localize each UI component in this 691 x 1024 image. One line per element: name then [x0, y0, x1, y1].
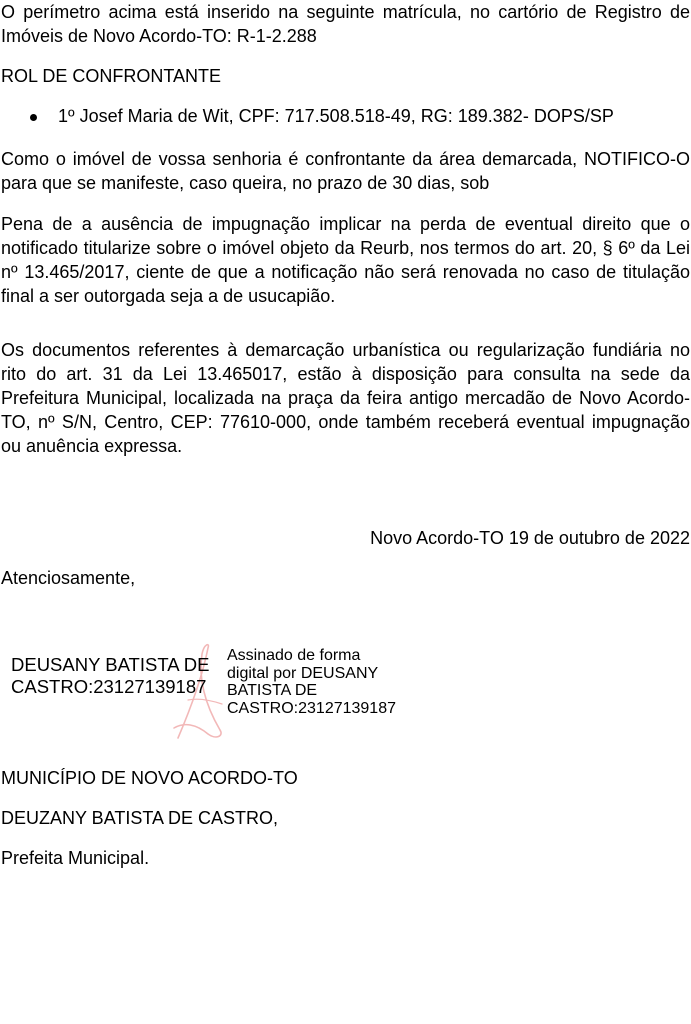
signature-details-line: CASTRO:23127139187	[227, 699, 396, 717]
municipality-name: MUNICÍPIO DE NOVO ACORDO-TO	[1, 768, 298, 788]
notification-paragraph: Como o imóvel de vossa senhoria é confrontante da área demarcada, NOTIFICO-O para que se manifeste, caso queira, no prazo de 30 dias, sob	[1, 149, 690, 193]
digital-signature-block	[0, 640, 691, 750]
intro-paragraph: O perímetro acima está inserido na seguinte matrícula, no cartório de Registro de Imóveis de Novo Acordo-TO: R-1-2.288	[1, 2, 690, 46]
signature-details-line: BATISTA DE	[227, 682, 318, 699]
bullet-icon	[30, 114, 37, 121]
penalty-paragraph: Pena de a ausência de impugnação implicar na perda de eventual direito que o notificado titularize sobre o imóvel objeto da Reurb, nos termos do art. 20, § 6º da Lei nº 13.465/2017, ciente de que a notificação não será renovada no caso de titulação final a ser outorgada seja a de usucapião.	[1, 214, 690, 306]
documents-paragraph: Os documentos referentes à demarcação urbanística ou regularização fundiária no rito do art. 31 da Lei 13.465017, estão à disposição para consulta na sede da Prefeitura Municipal, localizada na praça da feira antigo mercadão de Novo Acordo-TO, nº S/N, Centro, CEP: 77610-000, onde também receberá eventual impugnação ou anuência expressa.	[1, 340, 690, 456]
signer-name: DEUSANY BATISTA DE CASTRO:23127139187	[11, 654, 210, 697]
closing-salutation: Atenciosamente,	[1, 568, 136, 588]
mayor-title: Prefeita Municipal.	[1, 848, 150, 868]
confrontante-list-item	[0, 104, 691, 128]
mayor-name: DEUZANY BATISTA DE CASTRO,	[1, 808, 279, 828]
signature-details	[227, 647, 437, 717]
date-line: Novo Acordo-TO 19 de outubro de 2022	[370, 528, 690, 548]
signature-details-line: digital por DEUSANY	[227, 664, 379, 682]
confrontante-text: 1º Josef Maria de Wit, CPF: 717.508.518-49, RG: 189.382- DOPS/SP	[58, 106, 614, 126]
confrontante-heading: ROL DE CONFRONTANTE	[1, 66, 222, 86]
signature-details-line: Assinado de forma	[227, 647, 361, 664]
